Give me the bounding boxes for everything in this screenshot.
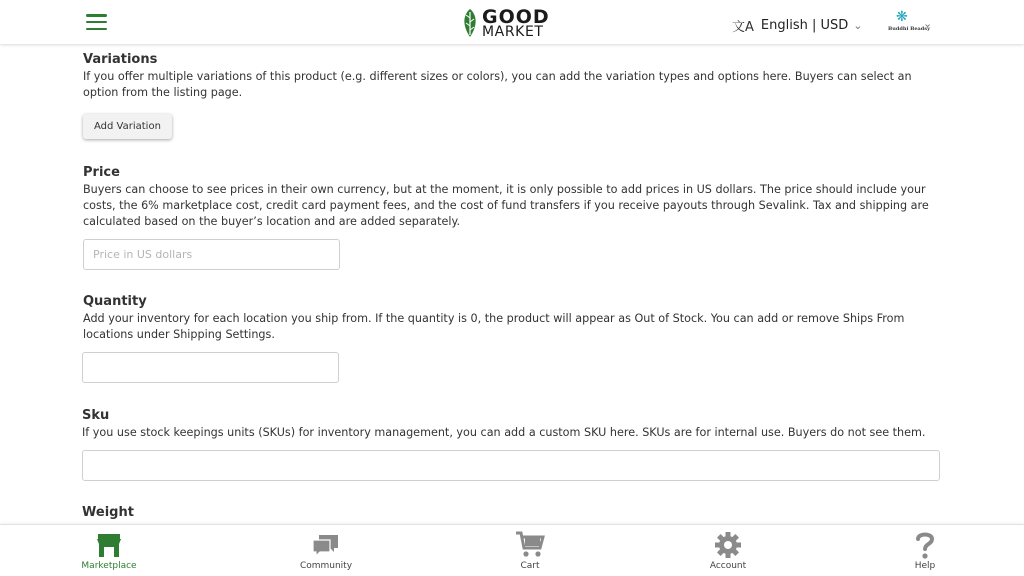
nav-community[interactable] [281,530,371,571]
cart-icon [515,530,545,560]
quantity-title: Quantity [83,294,147,309]
gear-icon [714,530,742,560]
variations-title: Variations [83,52,158,67]
nav-account-label: Account [709,561,747,571]
price-title: Price [83,165,120,180]
shop-account-menu[interactable] [886,10,936,36]
top-bar [0,0,1024,44]
shop-logo-icon: ❋ [896,9,908,25]
nav-community-label: Community [299,561,353,571]
menu-icon[interactable] [86,14,107,30]
quantity-section [83,294,948,343]
nav-help[interactable] [880,530,970,571]
variations-section [83,52,943,101]
nav-help-label: Help [914,561,936,571]
sku-section [82,408,952,441]
weight-title: Weight [82,505,134,520]
chevron-down-icon: ⌄ [923,17,933,30]
logo-text-bottom: MARKET [482,24,544,40]
good-market-logo[interactable] [460,8,562,38]
add-variation-button[interactable]: Add Variation [83,114,172,139]
leaf-logo-icon [460,8,480,38]
quantity-description: Add your inventory for each location you ship from. If the quantity is 0, the product will appear as Out of Stock. You can add or remove Ships From locations under Shipping Settings. [83,312,905,341]
storefront-icon [95,530,123,560]
sku-input[interactable] [82,450,940,481]
bottom-navigation [0,524,1024,576]
variations-description: If you offer multiple variations of this product (e.g. different sizes or colors), you can add the variation types and options here. Buyers can select an option from the listing page. [83,70,912,99]
question-mark-icon [913,530,937,560]
sku-description: If you use stock keepings units (SKUs) for inventory management, you can add a custom SKU here. SKUs are for internal use. Buyers do not see them. [82,426,926,439]
product-form [0,44,1024,524]
nav-cart-label: Cart [520,561,540,571]
price-input[interactable] [83,239,340,270]
price-description: Buyers can choose to see prices in their own currency, but at the moment, it is only possible to add prices in US dollars. The price should include your costs, the 6% marketplace cost, credit card payment fees, and the cost of fund transfers if you receive payouts through Sevalink. Tax and shipping are calculated based on the buyer’s location and are added separately. [83,183,929,228]
shop-name: Buddhi Beadsy [888,26,930,32]
quantity-input[interactable] [82,352,339,383]
weight-section [82,505,382,521]
price-section [83,165,948,230]
sku-title: Sku [82,408,110,423]
chat-bubbles-icon [311,530,341,560]
logo-text-top: GOOD [482,6,550,28]
translate-icon: 文A [732,19,754,35]
chevron-down-icon: ⌄ [853,18,863,32]
nav-account[interactable] [683,530,773,571]
language-currency-label: English | USD [760,17,849,33]
nav-marketplace-label: Marketplace [81,561,137,571]
nav-marketplace[interactable] [64,530,154,571]
language-currency-selector[interactable] [732,15,863,35]
nav-cart[interactable] [485,530,575,571]
